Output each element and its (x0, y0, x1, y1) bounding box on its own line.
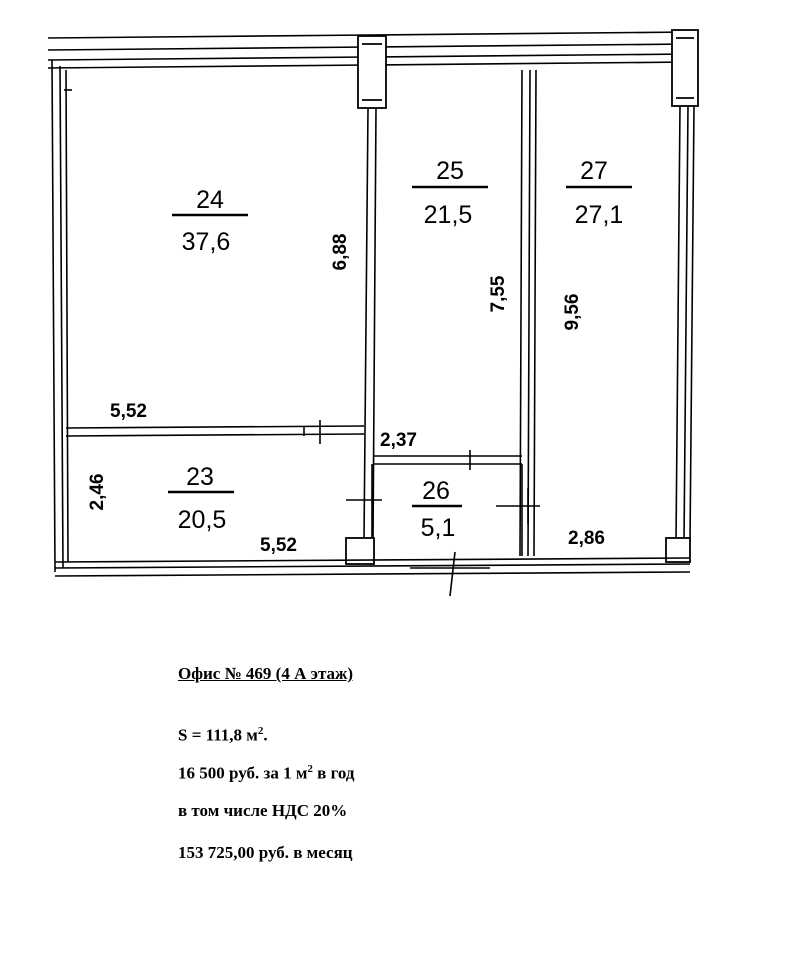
area-sup: 2 (257, 725, 264, 737)
room-26-label (412, 477, 462, 542)
area-end: . (263, 725, 268, 745)
room-24-label (172, 186, 248, 256)
dim-room23-width: 5,52 (260, 535, 297, 556)
dim-room24-height: 6,88 (330, 233, 351, 271)
room-area: 20,5 (177, 506, 227, 534)
dim-room23-height: 2,46 (87, 473, 108, 511)
room-area: 27,1 (574, 201, 624, 229)
office-area (178, 725, 268, 746)
room-number: 25 (436, 157, 464, 185)
vat-note: в том числе НДС 20% (178, 801, 348, 820)
dim-room25-height: 7,55 (488, 275, 509, 313)
room-27-label (566, 157, 632, 229)
room-number: 24 (196, 186, 224, 214)
left-wall (52, 60, 72, 572)
partition-walls (66, 70, 694, 556)
rate-text: 16 500 руб. за 1 м (178, 763, 308, 783)
dim-room24-width: 5,52 (110, 401, 147, 422)
rate-period: в год (312, 763, 355, 783)
room-number: 27 (580, 157, 608, 185)
rate-per-meter (178, 763, 355, 784)
room-number: 26 (422, 477, 450, 505)
dim-room27-height: 9,56 (562, 293, 583, 331)
columns (358, 30, 698, 108)
room-23-label (168, 463, 234, 534)
room-area: 21,5 (423, 201, 473, 229)
rate-sup: 2 (307, 763, 313, 775)
room-25-label (412, 157, 488, 229)
monthly-price: 153 725,00 руб. в месяц (178, 843, 353, 862)
room-area: 37,6 (181, 228, 231, 256)
room-number: 23 (186, 463, 214, 491)
dim-room26-width: 2,37 (380, 430, 417, 451)
dim-room27-width: 2,86 (568, 528, 605, 549)
room-area: 5,1 (420, 514, 456, 542)
office-title: Офис № 469 (4 А этаж) (178, 664, 353, 683)
area-text: S = 111,8 м (178, 725, 258, 745)
